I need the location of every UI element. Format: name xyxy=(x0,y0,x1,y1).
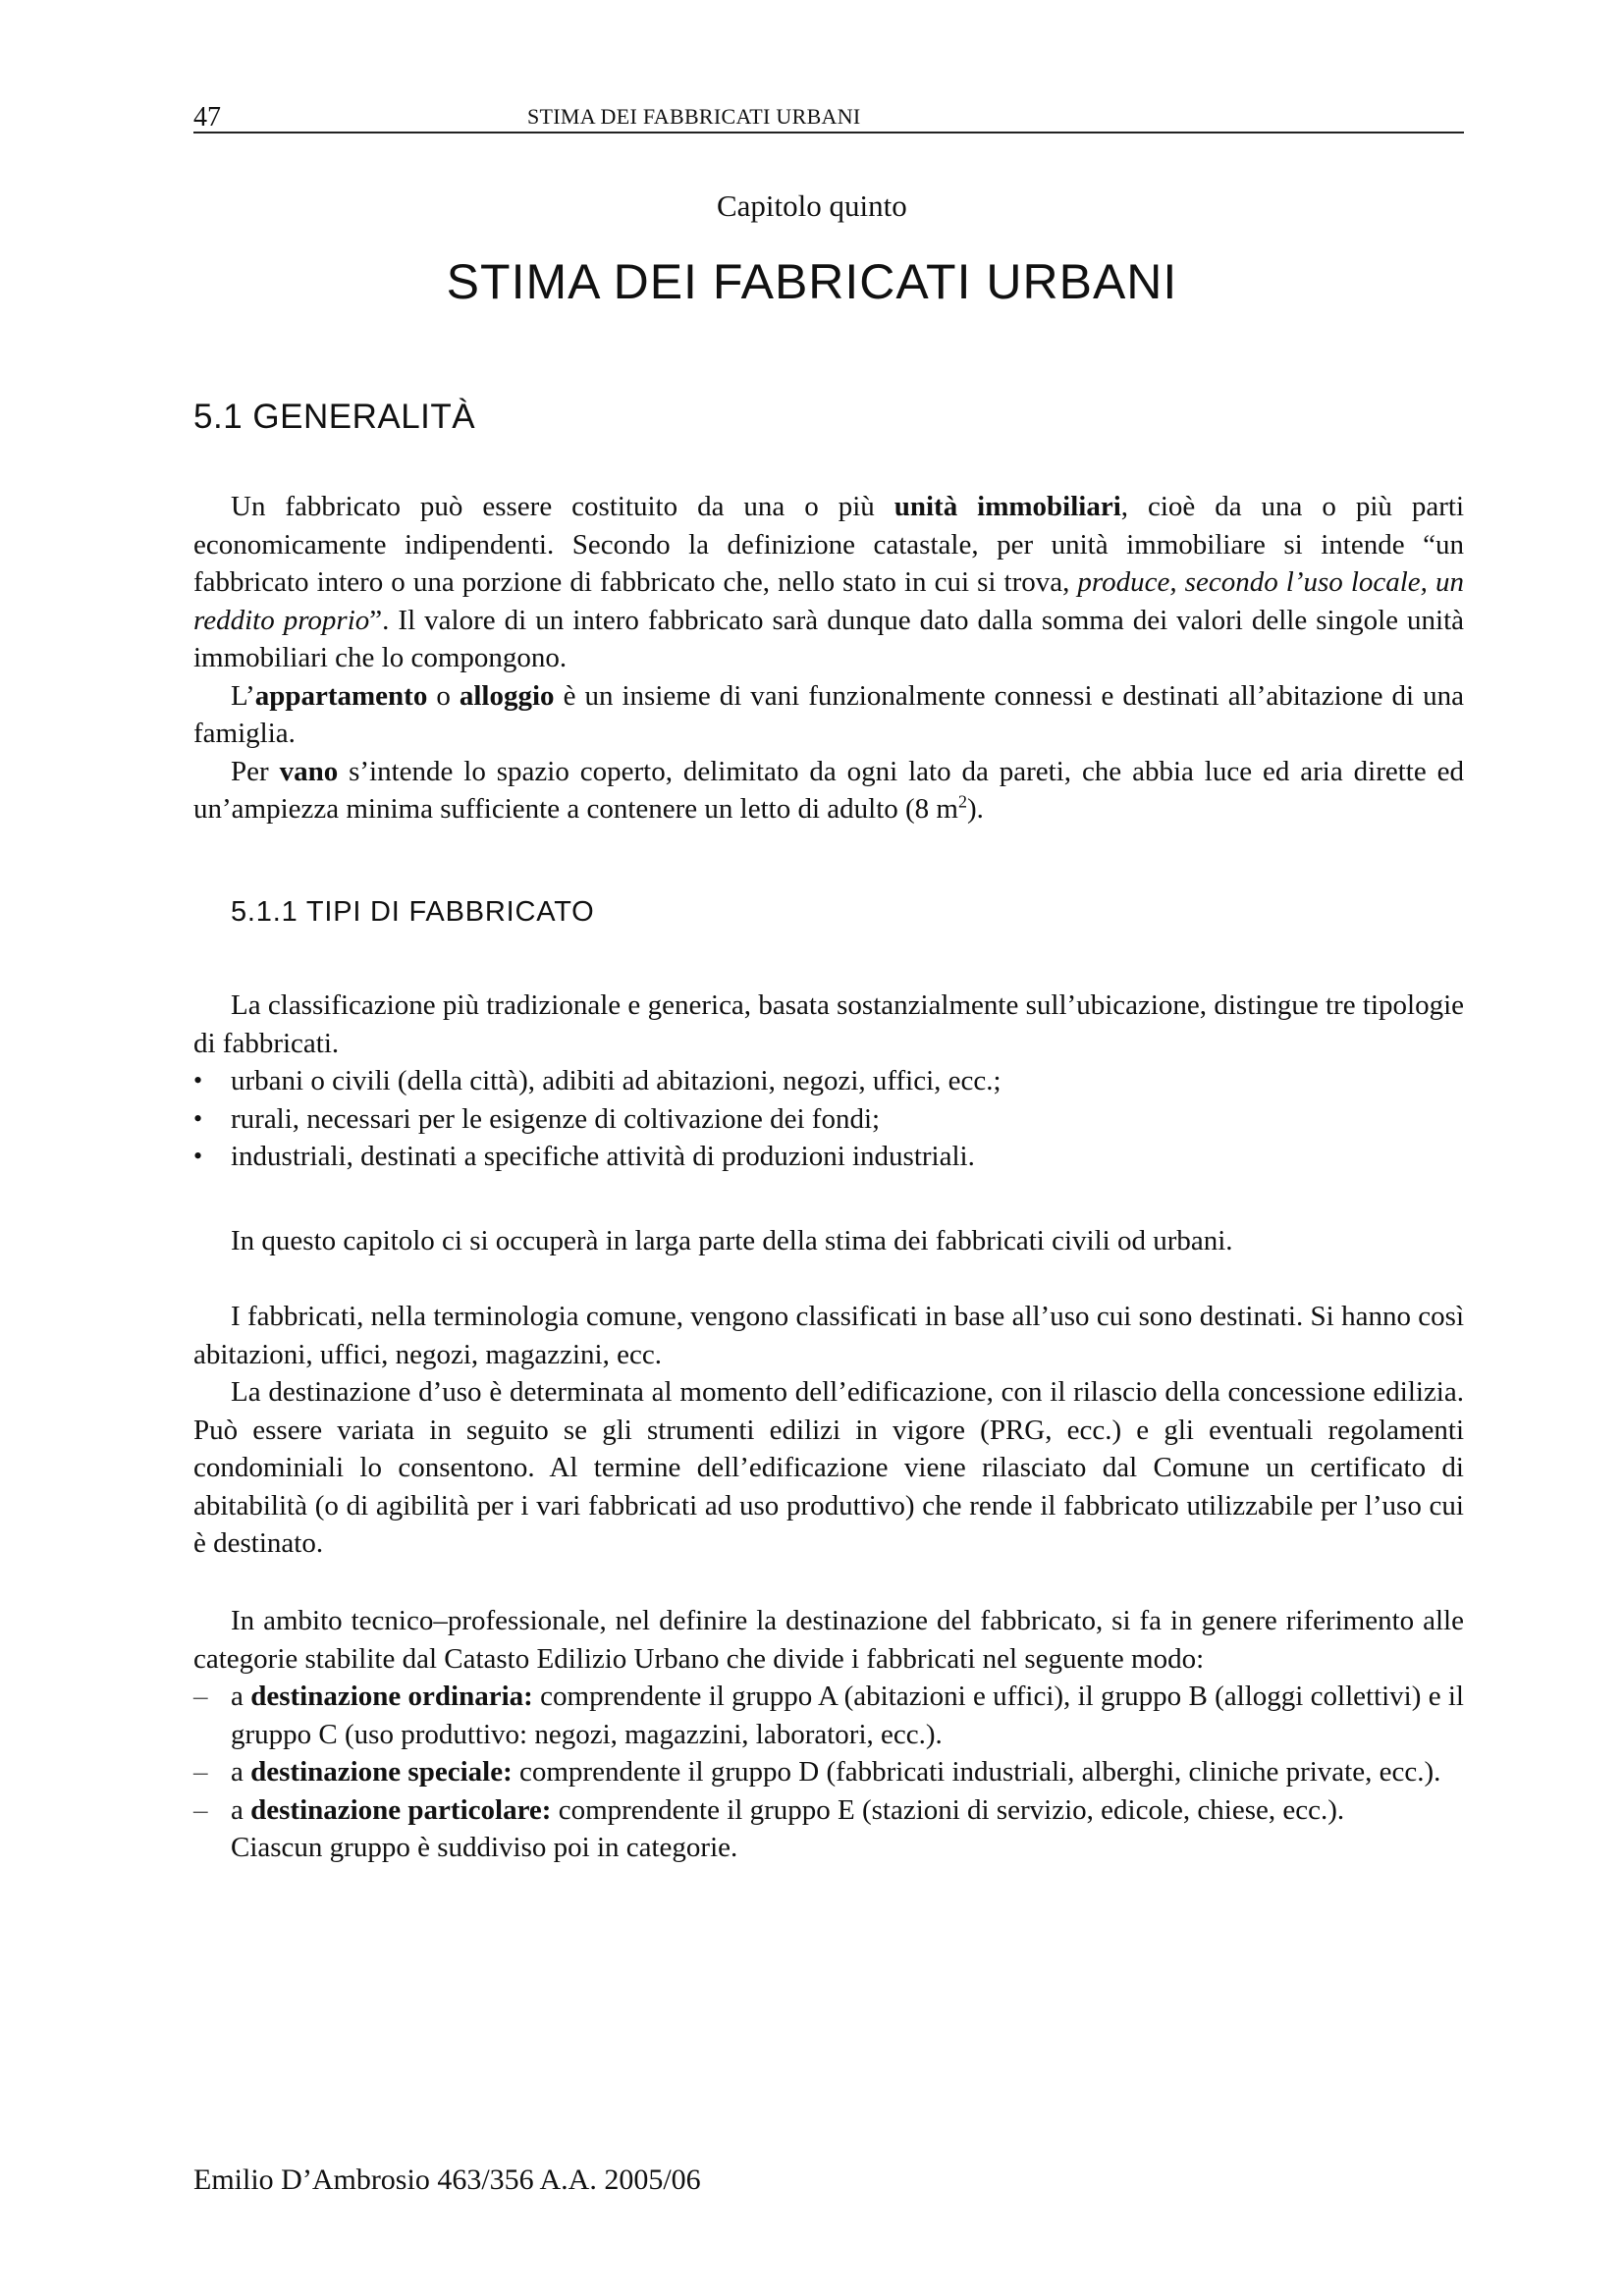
paragraph-in-questo-capitolo-block xyxy=(193,1222,1464,1260)
section-5-1-1-intro xyxy=(193,987,1464,1176)
text-run: a xyxy=(231,1793,251,1826)
paragraph-unita-immobiliari xyxy=(193,488,1464,677)
chapter-title: STIMA DEI FABRICATI URBANI xyxy=(446,254,1178,309)
chapter-label: Capitolo quinto xyxy=(717,188,907,223)
superscript: 2 xyxy=(957,791,967,812)
text-run: è un insieme di vani funzionalmente connessi e destinati all’abitazione di una famiglia. xyxy=(193,679,1464,749)
italic-quote: produce, secondo l’uso locale, un reddito proprio xyxy=(193,566,1464,636)
bold-term: destinazione ordinaria: xyxy=(250,1681,533,1712)
section-5-1-body xyxy=(193,488,1464,828)
bold-term: appartamento xyxy=(254,679,428,712)
paragraph-ciascun-gruppo: Ciascun gruppo è suddiviso poi in categorie. xyxy=(231,1832,738,1863)
bullet-list-tipologie xyxy=(193,1062,1464,1176)
bold-term: destinazione speciale: xyxy=(250,1756,513,1788)
dash-list-destinazioni xyxy=(193,1678,1464,1829)
text-run: Un fabbricato può essere costituito da una o più xyxy=(231,491,894,522)
paragraph-catasto: In ambito tecnico–professionale, nel definire la destinazione del fabbricato, si fa in genere riferimento alle categorie stabilite dal Catasto Edilizio Urbano che divide i fabbricati nel seguente modo: xyxy=(193,1605,1464,1675)
list-item xyxy=(193,1753,1464,1791)
section-heading-5-1-1: 5.1.1 TIPI DI FABBRICATO xyxy=(231,896,595,928)
list-item xyxy=(193,1678,1464,1753)
page-footer: Emilio D’Ambrosio 463/356 A.A. 2005/06 xyxy=(193,2163,701,2196)
text-run: comprendente il gruppo A (abitazioni e uffici), il gruppo B (alloggi collettivi) e il gruppo C (uso produttivo: negozi, magazzini, laboratori, ecc.). xyxy=(231,1681,1464,1750)
list-item: • urbani o civili (della città), adibiti ad abitazioni, negozi, uffici, ecc.; xyxy=(193,1062,1464,1100)
text-run: comprendente il gruppo D (fabbricati industriali, alberghi, cliniche private, ecc.). xyxy=(512,1756,1441,1788)
bold-term: vano xyxy=(279,755,339,787)
paragraph-destinazione-uso: La destinazione d’uso è determinata al momento dell’edificazione, con il rilascio della concessione edilizia. Può essere variata in seguito se gli strumenti edilizi in vigore (PRG, ecc.) e gli eventuali regolamenti condominiali lo consentono. Al termine dell’edificazione viene rilasciato dal Comune un certificato di abitabilità (o di agibilità per i vari fabbricati ad uso produttivo) che rende il fabbricato utilizzabile per l’uso cui è destinato. xyxy=(193,1376,1464,1559)
section-heading-5-1: 5.1 GENERALITÀ xyxy=(193,398,476,436)
paragraph-vano xyxy=(193,753,1464,828)
text-run: , cioè da una o più parti economicamente indipendenti. Secondo la definizione catastale, per unità immobiliare si intende “un fabbricato intero o una porzione di fabbricato che, nello stato in cui si trova, xyxy=(193,491,1464,598)
paragraph-in-questo-capitolo: In questo capitolo ci si occuperà in larga parte della stima dei fabbricati civili od urbani. xyxy=(231,1225,1233,1256)
text-run: s’intende lo spazio coperto, delimitato da ogni lato da pareti, che abbia luce ed aria dirette ed un’ampiezza minima sufficiente a contenere un letto di adulto (8 m xyxy=(193,755,1464,825)
list-item: • industriali, destinati a specifiche attività di produzioni industriali. xyxy=(193,1138,1464,1176)
list-item: • rurali, necessari per le esigenze di coltivazione dei fondi; xyxy=(193,1100,1464,1139)
text-run: o xyxy=(427,679,460,712)
paragraph-classificazione: La classificazione più tradizionale e generica, basata sostanzialmente sull’ubicazione, distingue tre tipologie di fabbricati. xyxy=(193,989,1464,1059)
paragraph-terminologia: I fabbricati, nella terminologia comune, vengono classificati in base all’uso cui sono destinati. Si hanno così abitazioni, uffici, negozi, magazzini, ecc. xyxy=(193,1301,1464,1370)
section-5-1-1-uses xyxy=(193,1298,1464,1563)
text-run: ). xyxy=(966,793,984,825)
running-header xyxy=(193,98,1464,133)
page-number: 47 xyxy=(193,102,221,133)
text-run: a xyxy=(231,1756,251,1788)
bold-term: alloggio xyxy=(459,679,555,712)
text-run: ”. Il valore di un intero fabbricato sarà dunque dato dalla somma dei valori delle singole unità immobiliari che lo compongono. xyxy=(193,604,1465,673)
paragraph-appartamento xyxy=(193,677,1464,753)
text-run: a xyxy=(231,1681,251,1712)
text-run: Per xyxy=(231,755,280,787)
bold-term: destinazione particolare: xyxy=(250,1793,552,1826)
text-run: comprendente il gruppo E (stazioni di servizio, edicole, chiese, ecc.). xyxy=(551,1793,1345,1826)
list-item xyxy=(193,1791,1464,1830)
text-run: L’ xyxy=(231,679,255,712)
bold-term: unità immobiliari xyxy=(893,491,1121,522)
running-title: STIMA DEI FABBRICATI URBANI xyxy=(527,104,861,129)
section-5-1-1-catasto xyxy=(193,1602,1464,1867)
